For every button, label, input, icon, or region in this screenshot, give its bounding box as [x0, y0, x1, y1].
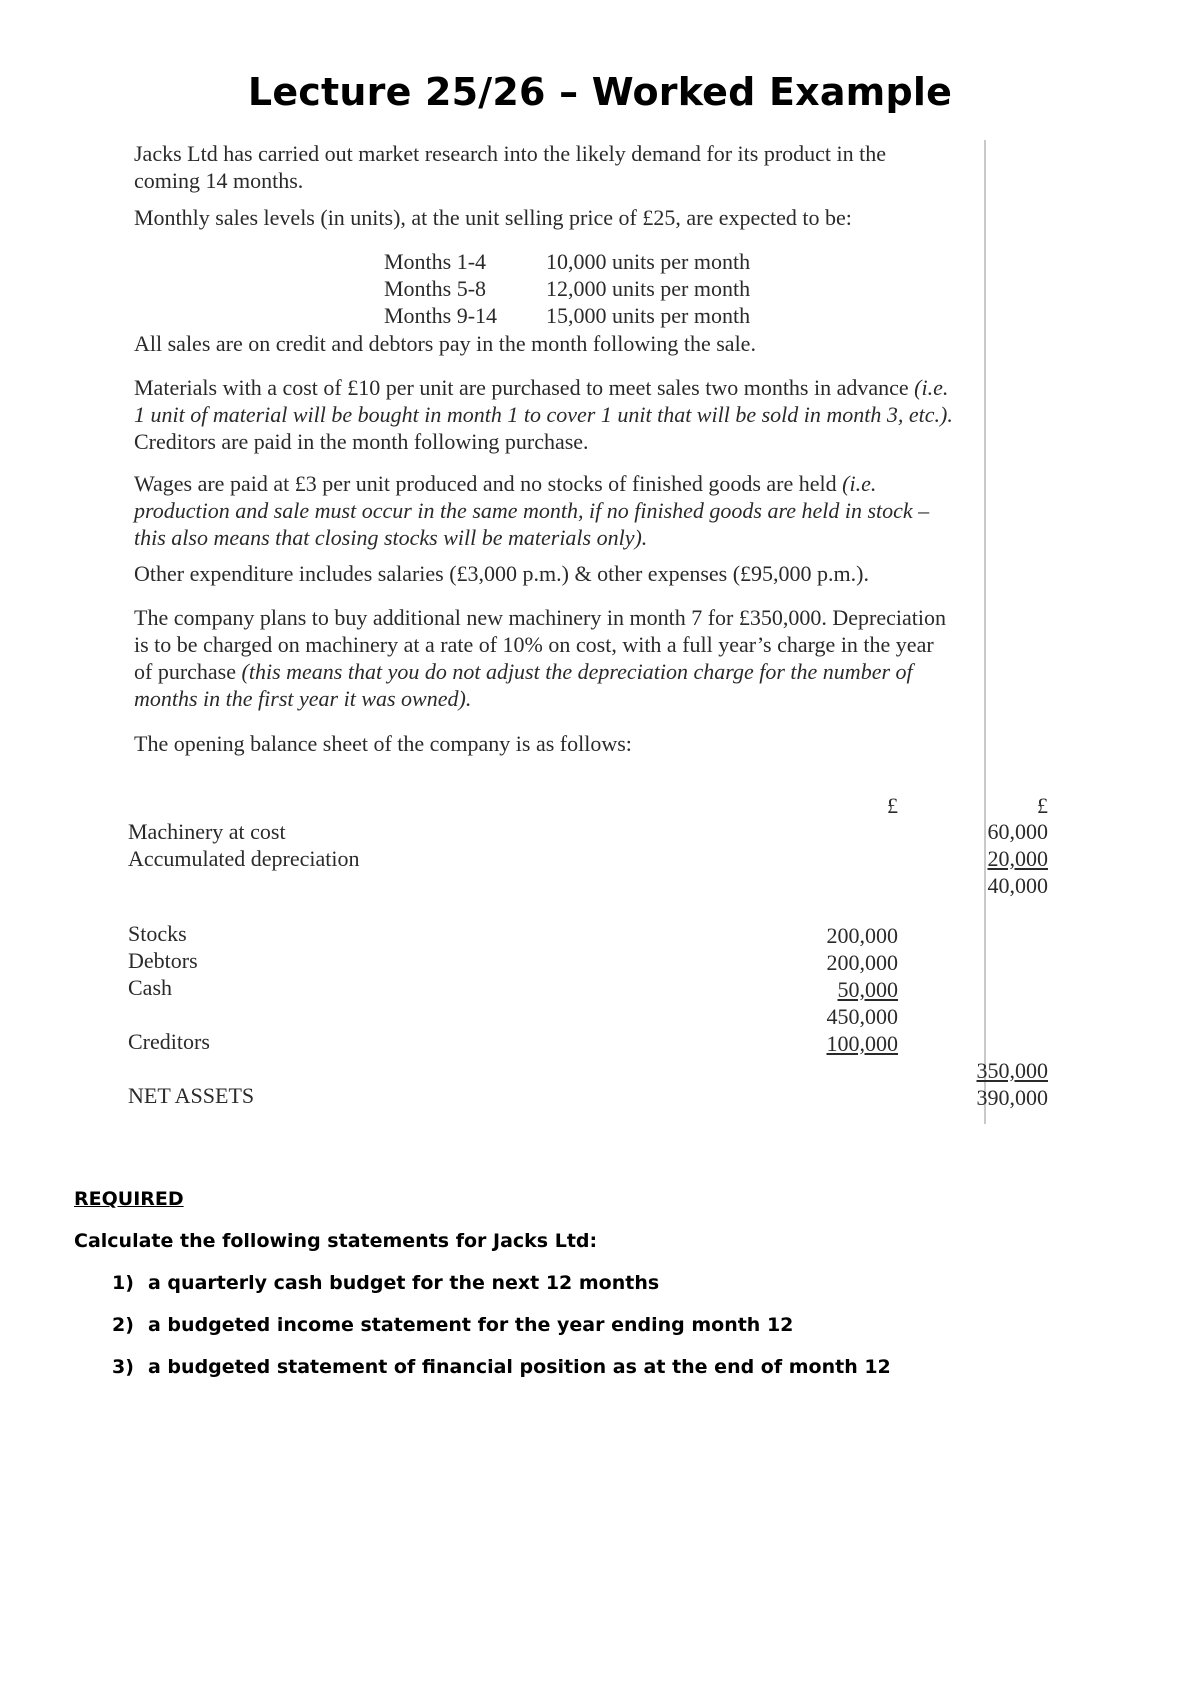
sales-row	[128, 248, 988, 275]
machinery-note: (this means that you do not adjust the depreciation charge for the number of months in the first year it was owned).	[134, 659, 913, 711]
currency-header-col2: £	[1037, 793, 1048, 818]
creditors-value: 100,000	[826, 1031, 898, 1056]
required-item-text: a quarterly cash budget for the next 12 months	[148, 1272, 660, 1294]
other-expenditure-paragraph: Other expenditure includes salaries (£3,000 p.m.) & other expenses (£95,000 p.m.).	[134, 561, 869, 586]
machinery-paragraph	[134, 604, 954, 712]
required-item	[112, 1314, 793, 1336]
cash-value: 50,000	[837, 977, 898, 1002]
currency-header-col1: £	[887, 793, 898, 818]
machinery-value: 60,000	[987, 819, 1048, 844]
sales-units: 15,000 units per month	[546, 303, 751, 328]
cash-label: Cash	[128, 975, 172, 1000]
required-heading: REQUIRED	[74, 1188, 184, 1210]
materials-note: (i.e. 1 unit of material will be bought in month 1 to cover 1 unit that will be sold in month 3, etc.).	[134, 375, 953, 427]
sales-months: Months 9-14	[384, 303, 498, 328]
debtors-label: Debtors	[128, 948, 198, 973]
scanned-question-image	[128, 140, 1048, 1124]
machinery-label: Machinery at cost	[128, 819, 286, 844]
balance-sheet-intro: The opening balance sheet of the company is as follows:	[134, 731, 632, 756]
sales-units: 12,000 units per month	[546, 276, 751, 301]
current-assets-total: 450,000	[826, 1004, 898, 1029]
creditors-text: Creditors are paid in the month following purchase.	[134, 429, 589, 454]
sales-units: 10,000 units per month	[546, 249, 751, 274]
debtors-value: 200,000	[826, 950, 898, 975]
required-item-text: a budgeted income statement for the year ending month 12	[148, 1314, 794, 1336]
materials-text: Materials with a cost of £10 per unit are purchased to meet sales two months in advance	[134, 375, 909, 400]
wages-note: (i.e. production and sale must occur in the same month, if no finished goods are held in stock – this also means that closing stocks will be materials only).	[134, 471, 930, 550]
stocks-label: Stocks	[128, 921, 187, 946]
acc-dep-label: Accumulated depreciation	[128, 846, 360, 871]
creditors-label: Creditors	[128, 1029, 210, 1054]
required-intro: Calculate the following statements for Jacks Ltd:	[74, 1230, 598, 1252]
net-assets-value: 390,000	[976, 1085, 1048, 1110]
sales-months: Months 5-8	[384, 276, 487, 301]
net-current-assets-value: 350,000	[976, 1058, 1048, 1083]
sales-months: Months 1-4	[384, 249, 487, 274]
required-item	[112, 1272, 659, 1294]
wages-text: Wages are paid at £3 per unit produced and no stocks of finished goods are held	[134, 471, 837, 496]
nbv-value: 40,000	[987, 873, 1048, 898]
required-item-number: 3)	[112, 1356, 134, 1378]
required-item-number: 2)	[112, 1314, 134, 1336]
wages-paragraph	[134, 470, 954, 551]
machinery-text: The company plans to buy additional new machinery in month 7 for £350,000. Depreciation is to be charged on machinery at a rate of 10% on cost, with a full year’s charge in the year of purchase	[134, 605, 946, 684]
acc-dep-value: 20,000	[987, 846, 1048, 871]
credit-sales-paragraph: All sales are on credit and debtors pay in the month following the sale.	[134, 331, 756, 356]
intro-paragraph: Jacks Ltd has carried out market research into the likely demand for its product in the coming 14 months.	[134, 141, 887, 193]
page-title: Lecture 25/26 – Worked Example	[247, 70, 953, 114]
sales-row	[128, 275, 988, 302]
stocks-value: 200,000	[826, 923, 898, 948]
required-item-text: a budgeted statement of financial position as at the end of month 12	[148, 1356, 891, 1378]
sales-intro-paragraph: Monthly sales levels (in units), at the unit selling price of £25, are expected to be:	[134, 205, 852, 230]
required-item	[112, 1356, 891, 1378]
sales-row	[128, 302, 988, 329]
net-assets-label: NET ASSETS	[128, 1083, 255, 1108]
materials-paragraph	[134, 374, 954, 455]
required-item-number: 1)	[112, 1272, 134, 1294]
